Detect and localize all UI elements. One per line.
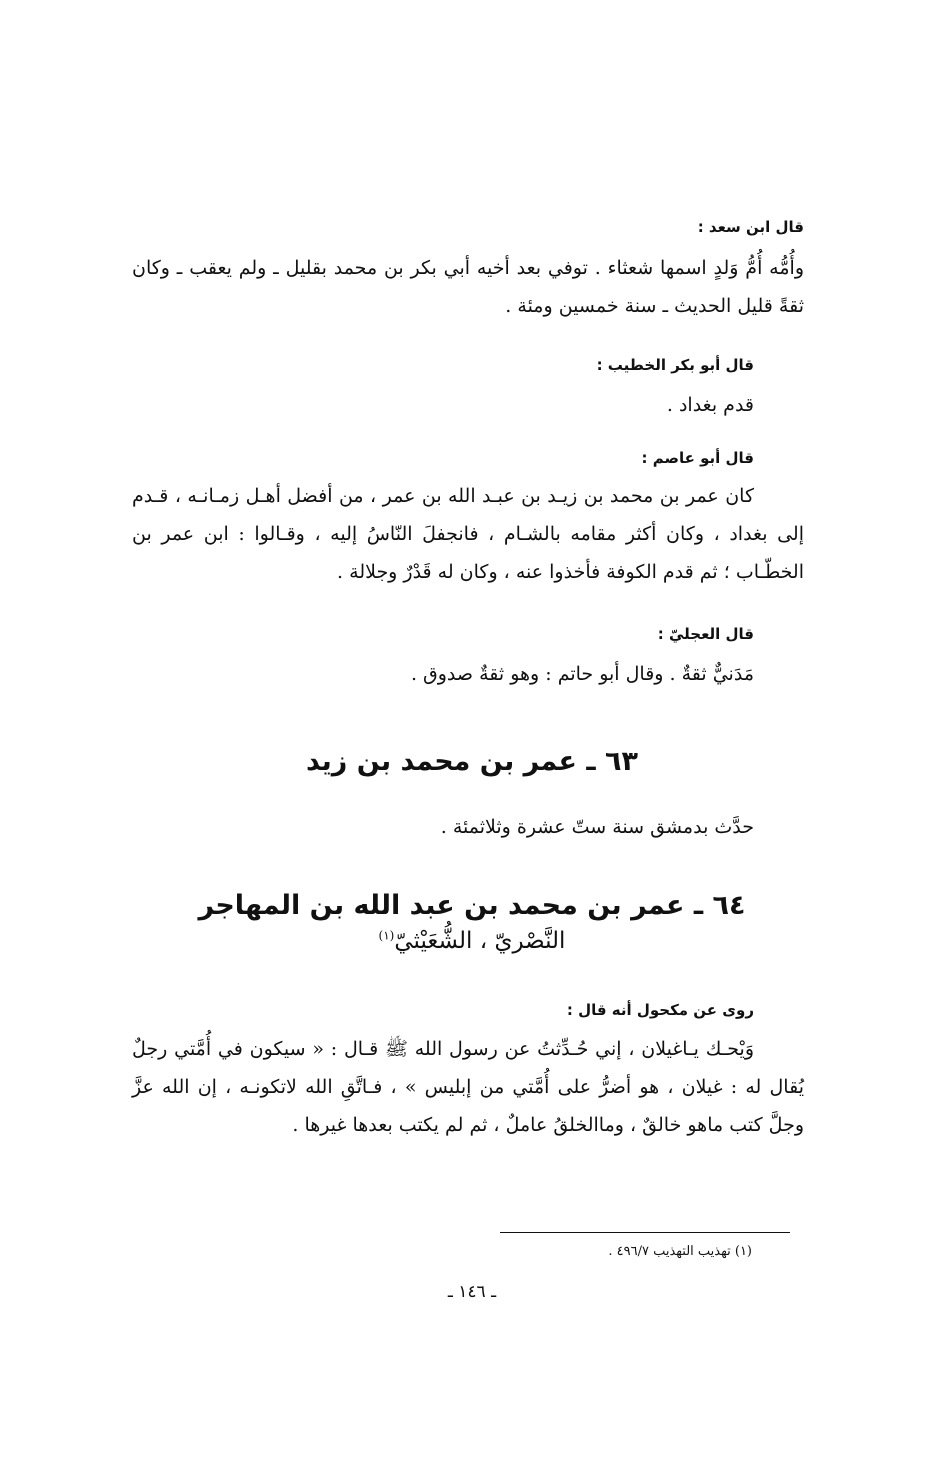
section-label-ijli: قال العجليّ : (657, 625, 754, 643)
footnote-marker: (١) (378, 928, 395, 943)
footnote-text: (١) تهذيب التهذيب ٤٩٦/٧ . (608, 1244, 752, 1259)
section-text-khatib: قدم بغداد . (666, 394, 754, 416)
section-label-khatib: قال أبو بكر الخطيب : (596, 356, 754, 374)
entry-64-text: وَيْحـك يـاغيلان ، إني حُـدِّثتُ عن رسول الله ﷺ قـال : « سيكون في أُمَّتي رجلٌ يُقال له : غيلان ، هو أضرُّ على أُمَّتي من إبليس » ، فـاتَّقِ الله لاتكونـه ، إن الله عزَّ وجلَّ كتب ماهو خالقٌ ، وماالخلقُ عاملٌ ، ثم لم يكتب بعدها غيرها . (132, 1038, 804, 1136)
section-text-abu-asim: كان عمر بن محمد بن زيـد بن عبـد الله بن عمر ، من أفضل أهـل زمـانـه ، قـدم إلى بغداد ، وكان أكثر مقامه بالشـام ، فانجفلَ النّاسُ إليه ، وقـالوا : ابن عمر بن الخطّـاب ؛ ثم قدم الكوفة فأخذوا عنه ، وكان له قَدْرٌ وجلالة . (132, 485, 804, 583)
section-label-ibn-saad: قال ابن سعد : (697, 218, 804, 236)
footnote-rule (500, 1232, 790, 1233)
section-text-ibn-saad: وأُمُّه أُمُّ وَلدٍ اسمها شعثاء . توفي بعد أخيه أبي بكر بن محمد بقليل ـ ولم يعقب ـ وكان ثقةً قليل الحديث ـ سنة خمسين ومئة . (132, 257, 804, 317)
entry-63-text: حدَّث بدمشق سنة ستّ عشرة وثلاثمئة . (440, 816, 754, 838)
entry-64-label: روى عن مكحول أنه قال : (566, 1001, 754, 1019)
entry-64-nisba: النَّصْريّ ، الشُّعَيْثيّ (394, 928, 566, 954)
section-text-ijli: مَدَنيٌّ ثقةٌ . وقال أبو حاتم : وهو ثقةٌ صدوق . (410, 663, 754, 685)
page-number: ـ ١٤٦ ـ (447, 1282, 497, 1302)
section-label-abu-asim: قال أبو عاصم : (641, 449, 754, 467)
entry-64-subtitle (0, 928, 944, 954)
entry-63-heading: ٦٣ ـ عمر بن محمد بن زيد (306, 746, 638, 777)
entry-64-heading: ٦٤ ـ عمر بن محمد بن عبد الله بن المهاجر (198, 890, 746, 921)
